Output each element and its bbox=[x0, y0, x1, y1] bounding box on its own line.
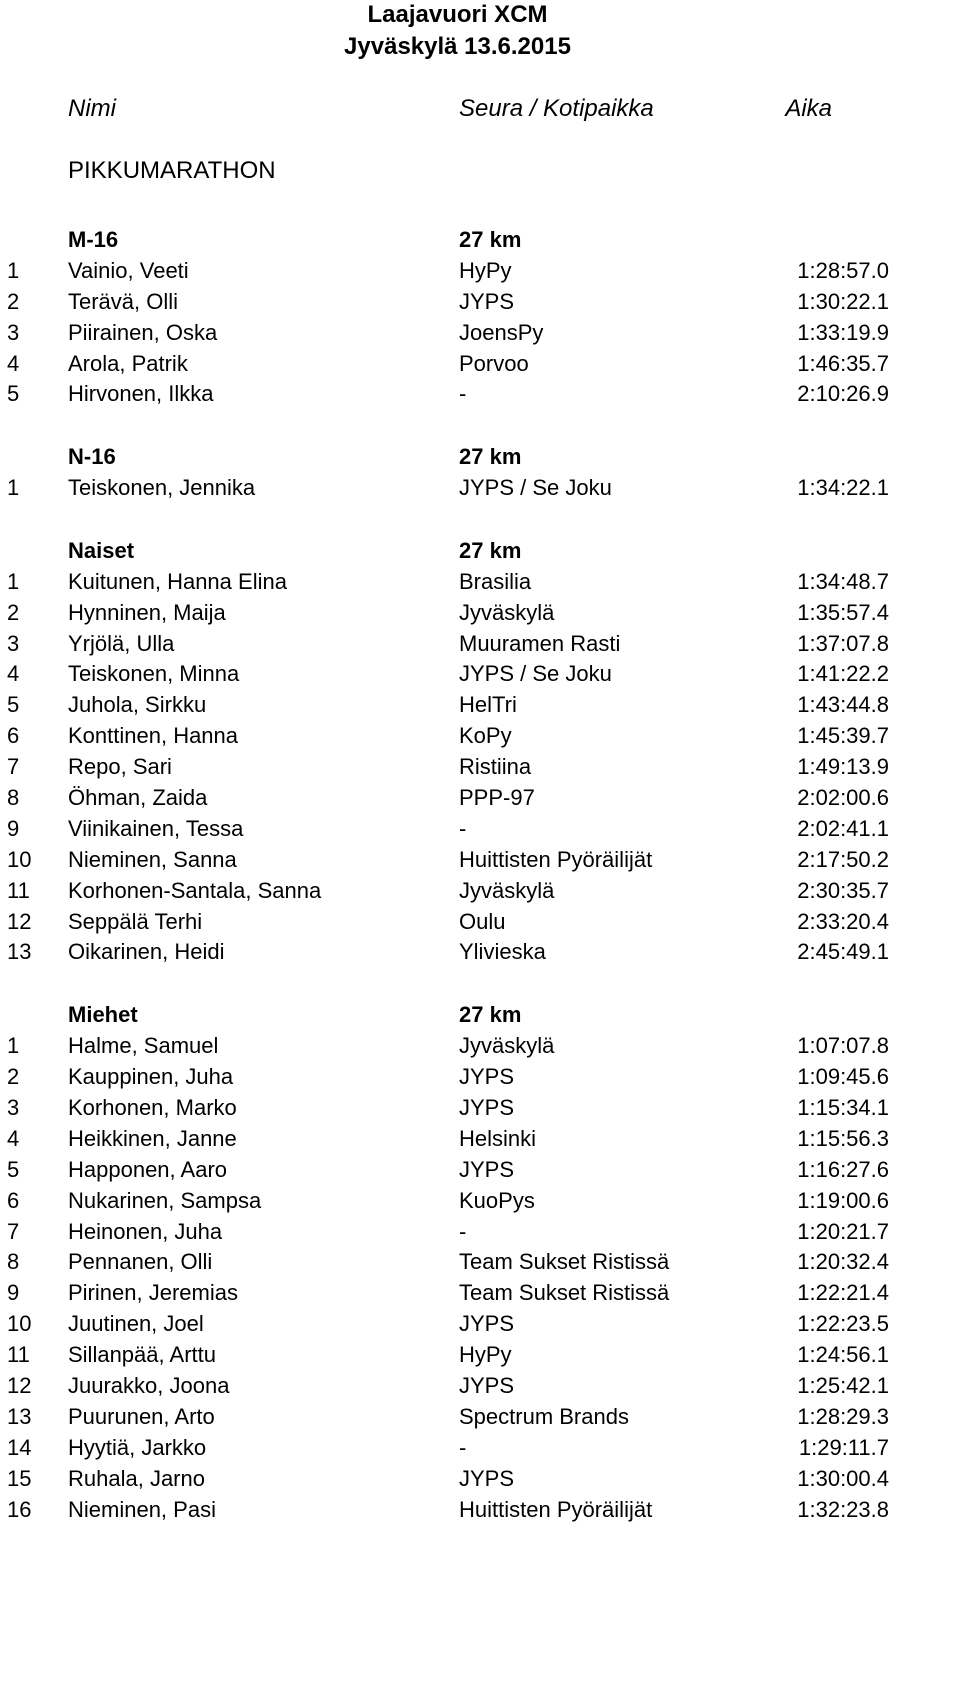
result-position: 11 bbox=[7, 1342, 30, 1368]
result-time: 2:10:26.9 bbox=[797, 381, 889, 407]
result-position: 7 bbox=[7, 754, 20, 780]
result-position: 10 bbox=[7, 846, 32, 872]
result-club: - bbox=[459, 815, 467, 841]
result-time: 1:46:35.7 bbox=[797, 350, 889, 376]
result-time: 1:20:32.4 bbox=[797, 1249, 889, 1275]
result-time: 2:02:41.1 bbox=[797, 815, 889, 841]
result-time: 1:09:45.6 bbox=[797, 1064, 889, 1090]
table-row bbox=[0, 876, 960, 907]
column-header-name: Nimi bbox=[68, 95, 116, 122]
table-row bbox=[0, 379, 960, 410]
result-position: 4 bbox=[7, 350, 20, 376]
result-position: 12 bbox=[7, 908, 32, 934]
section-name: N-16 bbox=[68, 444, 116, 470]
section-spacer bbox=[0, 968, 960, 1000]
result-club: Ristiina bbox=[459, 754, 532, 780]
table-row bbox=[0, 1309, 960, 1340]
result-name: Yrjölä, Ulla bbox=[68, 630, 175, 656]
result-time: 1:43:44.8 bbox=[797, 692, 889, 718]
table-row bbox=[0, 1217, 960, 1248]
result-club: Ylivieska bbox=[459, 939, 546, 965]
result-club: Helsinki bbox=[459, 1125, 537, 1151]
result-name: Halme, Samuel bbox=[68, 1033, 219, 1059]
result-position: 11 bbox=[7, 877, 30, 903]
table-row bbox=[0, 318, 960, 349]
result-position: 7 bbox=[7, 1218, 20, 1244]
table-row bbox=[0, 1402, 960, 1433]
result-time: 1:25:42.1 bbox=[797, 1372, 889, 1398]
result-club: JYPS bbox=[459, 1094, 515, 1120]
result-name: Korhonen, Marko bbox=[68, 1094, 237, 1120]
result-time: 1:49:13.9 bbox=[797, 754, 889, 780]
result-name: Kauppinen, Juha bbox=[68, 1064, 234, 1090]
result-position: 2 bbox=[7, 599, 20, 625]
result-name: Puurunen, Arto bbox=[68, 1403, 215, 1429]
result-name: Piirainen, Oska bbox=[68, 319, 218, 345]
result-name: Happonen, Aaro bbox=[68, 1156, 228, 1182]
result-club: JoensPy bbox=[459, 319, 544, 345]
result-time: 1:32:23.8 bbox=[797, 1496, 889, 1522]
table-row bbox=[0, 1371, 960, 1402]
result-name: Hyytiä, Jarkko bbox=[68, 1434, 207, 1460]
table-row bbox=[0, 659, 960, 690]
result-position: 5 bbox=[7, 381, 20, 407]
result-name: Kuitunen, Hanna Elina bbox=[68, 568, 287, 594]
result-time: 1:33:19.9 bbox=[797, 319, 889, 345]
result-name: Hynninen, Maija bbox=[68, 599, 226, 625]
result-club: Porvoo bbox=[459, 350, 529, 376]
section-distance: 27 km bbox=[459, 1002, 522, 1028]
column-header-time: Aika bbox=[785, 95, 832, 122]
page-title: Laajavuori XCM bbox=[367, 1, 548, 28]
result-time: 1:29:11.7 bbox=[798, 1434, 889, 1460]
result-time: 1:30:00.4 bbox=[797, 1465, 889, 1491]
result-name: Öhman, Zaida bbox=[68, 785, 208, 811]
result-time: 1:28:29.3 bbox=[797, 1403, 889, 1429]
result-position: 3 bbox=[7, 319, 20, 345]
race-title: PIKKUMARATHON bbox=[68, 157, 276, 184]
result-club: JYPS bbox=[459, 288, 515, 314]
result-time: 2:02:00.6 bbox=[797, 785, 889, 811]
result-position: 13 bbox=[7, 939, 32, 965]
result-name: Nieminen, Sanna bbox=[68, 846, 237, 872]
result-club: - bbox=[459, 381, 467, 407]
result-name: Juutinen, Joel bbox=[68, 1311, 204, 1337]
result-name: Ruhala, Jarno bbox=[68, 1465, 205, 1491]
result-name: Juhola, Sirkku bbox=[68, 692, 207, 718]
result-name: Sillanpää, Arttu bbox=[68, 1342, 216, 1368]
result-time: 1:07:07.8 bbox=[797, 1033, 889, 1059]
result-club: Oulu bbox=[459, 908, 506, 934]
result-time: 1:45:39.7 bbox=[797, 723, 889, 749]
result-club: KuoPys bbox=[459, 1187, 535, 1213]
result-position: 6 bbox=[7, 723, 20, 749]
table-row bbox=[0, 1433, 960, 1464]
result-time: 1:19:00.6 bbox=[797, 1187, 889, 1213]
result-name: Konttinen, Hanna bbox=[68, 723, 239, 749]
section-distance: 27 km bbox=[459, 444, 522, 470]
result-position: 9 bbox=[7, 815, 20, 841]
result-time: 1:34:22.1 bbox=[797, 475, 889, 501]
result-position: 1 bbox=[7, 257, 20, 283]
result-name: Repo, Sari bbox=[68, 754, 172, 780]
result-time: 1:15:34.1 bbox=[797, 1094, 889, 1120]
section-distance: 27 km bbox=[459, 227, 522, 252]
table-row bbox=[0, 1093, 960, 1124]
result-position: 6 bbox=[7, 1187, 20, 1213]
result-club: JYPS bbox=[459, 1372, 515, 1398]
table-row bbox=[0, 629, 960, 660]
result-name: Teiskonen, Jennika bbox=[68, 475, 256, 501]
result-club: HyPy bbox=[459, 257, 512, 283]
section-header bbox=[0, 1000, 960, 1031]
result-club: JYPS bbox=[459, 1064, 515, 1090]
result-position: 3 bbox=[7, 1094, 20, 1120]
result-name: Vainio, Veeti bbox=[68, 257, 189, 283]
result-club: - bbox=[459, 1218, 467, 1244]
table-row bbox=[0, 752, 960, 783]
result-position: 2 bbox=[7, 288, 20, 314]
result-time: 1:35:57.4 bbox=[797, 599, 889, 625]
section-spacer bbox=[0, 410, 960, 442]
section-name: M-16 bbox=[68, 227, 119, 252]
result-club: Jyväskylä bbox=[459, 877, 555, 903]
result-club: Muuramen Rasti bbox=[459, 630, 621, 656]
column-header-club: Seura / Kotipaikka bbox=[459, 95, 654, 122]
result-position: 1 bbox=[7, 568, 20, 594]
result-club: JYPS / Se Joku bbox=[459, 661, 612, 687]
result-club: JYPS / Se Joku bbox=[459, 475, 612, 501]
table-row bbox=[0, 1278, 960, 1309]
result-time: 1:41:22.2 bbox=[797, 661, 889, 687]
section-header bbox=[0, 442, 960, 473]
result-name: Viinikainen, Tessa bbox=[68, 815, 244, 841]
result-club: Huittisten Pyöräilijät bbox=[459, 846, 653, 872]
result-position: 4 bbox=[7, 1125, 20, 1151]
result-club: HelTri bbox=[459, 692, 517, 718]
table-row bbox=[0, 907, 960, 938]
section-header bbox=[0, 536, 960, 567]
result-time: 2:17:50.2 bbox=[797, 846, 889, 872]
result-name: Heikkinen, Janne bbox=[68, 1125, 237, 1151]
result-name: Hirvonen, Ilkka bbox=[68, 381, 214, 407]
table-row bbox=[0, 1495, 960, 1526]
table-row bbox=[0, 783, 960, 814]
result-position: 12 bbox=[7, 1372, 32, 1398]
result-time: 1:20:21.7 bbox=[797, 1218, 889, 1244]
page-subtitle: Jyväskylä 13.6.2015 bbox=[344, 33, 571, 60]
table-row bbox=[0, 1031, 960, 1062]
result-time: 1:22:21.4 bbox=[797, 1280, 889, 1306]
section-distance: 27 km bbox=[459, 537, 522, 563]
result-position: 10 bbox=[7, 1311, 32, 1337]
result-name: Seppälä Terhi bbox=[68, 908, 203, 934]
table-row bbox=[0, 473, 960, 504]
result-time: 2:45:49.1 bbox=[797, 939, 889, 965]
table-row bbox=[0, 937, 960, 968]
result-position: 9 bbox=[7, 1280, 20, 1306]
result-position: 5 bbox=[7, 1156, 20, 1182]
result-club: JYPS bbox=[459, 1156, 515, 1182]
result-name: Juurakko, Joona bbox=[68, 1372, 230, 1398]
result-name: Nieminen, Pasi bbox=[68, 1496, 216, 1522]
section-spacer bbox=[0, 504, 960, 536]
result-position: 3 bbox=[7, 630, 20, 656]
result-time: 1:37:07.8 bbox=[797, 630, 889, 656]
result-time: 1:15:56.3 bbox=[797, 1125, 889, 1151]
result-club: HyPy bbox=[459, 1342, 512, 1368]
result-name: Oikarinen, Heidi bbox=[68, 939, 225, 965]
result-position: 13 bbox=[7, 1403, 32, 1429]
result-time: 2:33:20.4 bbox=[797, 908, 889, 934]
result-club: Spectrum Brands bbox=[459, 1403, 629, 1429]
table-row bbox=[0, 814, 960, 845]
table-row bbox=[0, 1340, 960, 1371]
result-name: Teiskonen, Minna bbox=[68, 661, 240, 687]
result-club: JYPS bbox=[459, 1311, 515, 1337]
section-name: Miehet bbox=[68, 1002, 138, 1028]
table-row bbox=[0, 721, 960, 752]
result-time: 2:30:35.7 bbox=[797, 877, 889, 903]
table-row bbox=[0, 1155, 960, 1186]
result-name: Korhonen-Santala, Sanna bbox=[68, 877, 322, 903]
result-club: Jyväskylä bbox=[459, 1033, 555, 1059]
result-club: KoPy bbox=[459, 723, 512, 749]
result-time: 1:24:56.1 bbox=[797, 1342, 889, 1368]
result-position: 1 bbox=[7, 1033, 20, 1059]
result-club: Team Sukset Ristissä bbox=[459, 1280, 670, 1306]
table-row bbox=[0, 349, 960, 380]
result-position: 2 bbox=[7, 1064, 20, 1090]
result-time: 1:34:48.7 bbox=[797, 568, 889, 594]
result-time: 1:30:22.1 bbox=[797, 288, 889, 314]
table-row bbox=[0, 567, 960, 598]
section-header bbox=[0, 225, 960, 256]
table-row bbox=[0, 598, 960, 629]
result-name: Nukarinen, Sampsa bbox=[68, 1187, 262, 1213]
result-position: 15 bbox=[7, 1465, 32, 1491]
result-time: 1:22:23.5 bbox=[797, 1311, 889, 1337]
result-position: 4 bbox=[7, 661, 20, 687]
table-row bbox=[0, 287, 960, 318]
result-club: JYPS bbox=[459, 1465, 515, 1491]
table-row bbox=[0, 1247, 960, 1278]
result-time: 1:16:27.6 bbox=[797, 1156, 889, 1182]
result-club: Huittisten Pyöräilijät bbox=[459, 1496, 653, 1522]
result-club: PPP-97 bbox=[459, 785, 535, 811]
result-name: Pennanen, Olli bbox=[68, 1249, 213, 1275]
table-row bbox=[0, 1186, 960, 1217]
result-position: 16 bbox=[7, 1496, 32, 1522]
table-row bbox=[0, 1464, 960, 1495]
result-position: 14 bbox=[7, 1434, 32, 1460]
result-club: Brasilia bbox=[459, 568, 532, 594]
result-position: 8 bbox=[7, 1249, 20, 1275]
table-row bbox=[0, 845, 960, 876]
result-name: Arola, Patrik bbox=[68, 350, 188, 376]
result-name: Terävä, Olli bbox=[68, 288, 179, 314]
results-table bbox=[0, 225, 960, 1525]
result-position: 1 bbox=[7, 475, 20, 501]
result-club: Team Sukset Ristissä bbox=[459, 1249, 670, 1275]
table-row bbox=[0, 690, 960, 721]
table-row bbox=[0, 1124, 960, 1155]
result-club: - bbox=[459, 1434, 467, 1460]
result-time: 1:28:57.0 bbox=[797, 257, 889, 283]
result-club: Jyväskylä bbox=[459, 599, 555, 625]
result-position: 5 bbox=[7, 692, 20, 718]
table-row bbox=[0, 256, 960, 287]
result-name: Pirinen, Jeremias bbox=[68, 1280, 238, 1306]
result-position: 8 bbox=[7, 785, 20, 811]
table-row bbox=[0, 1062, 960, 1093]
section-name: Naiset bbox=[68, 537, 135, 563]
result-name: Heinonen, Juha bbox=[68, 1218, 223, 1244]
